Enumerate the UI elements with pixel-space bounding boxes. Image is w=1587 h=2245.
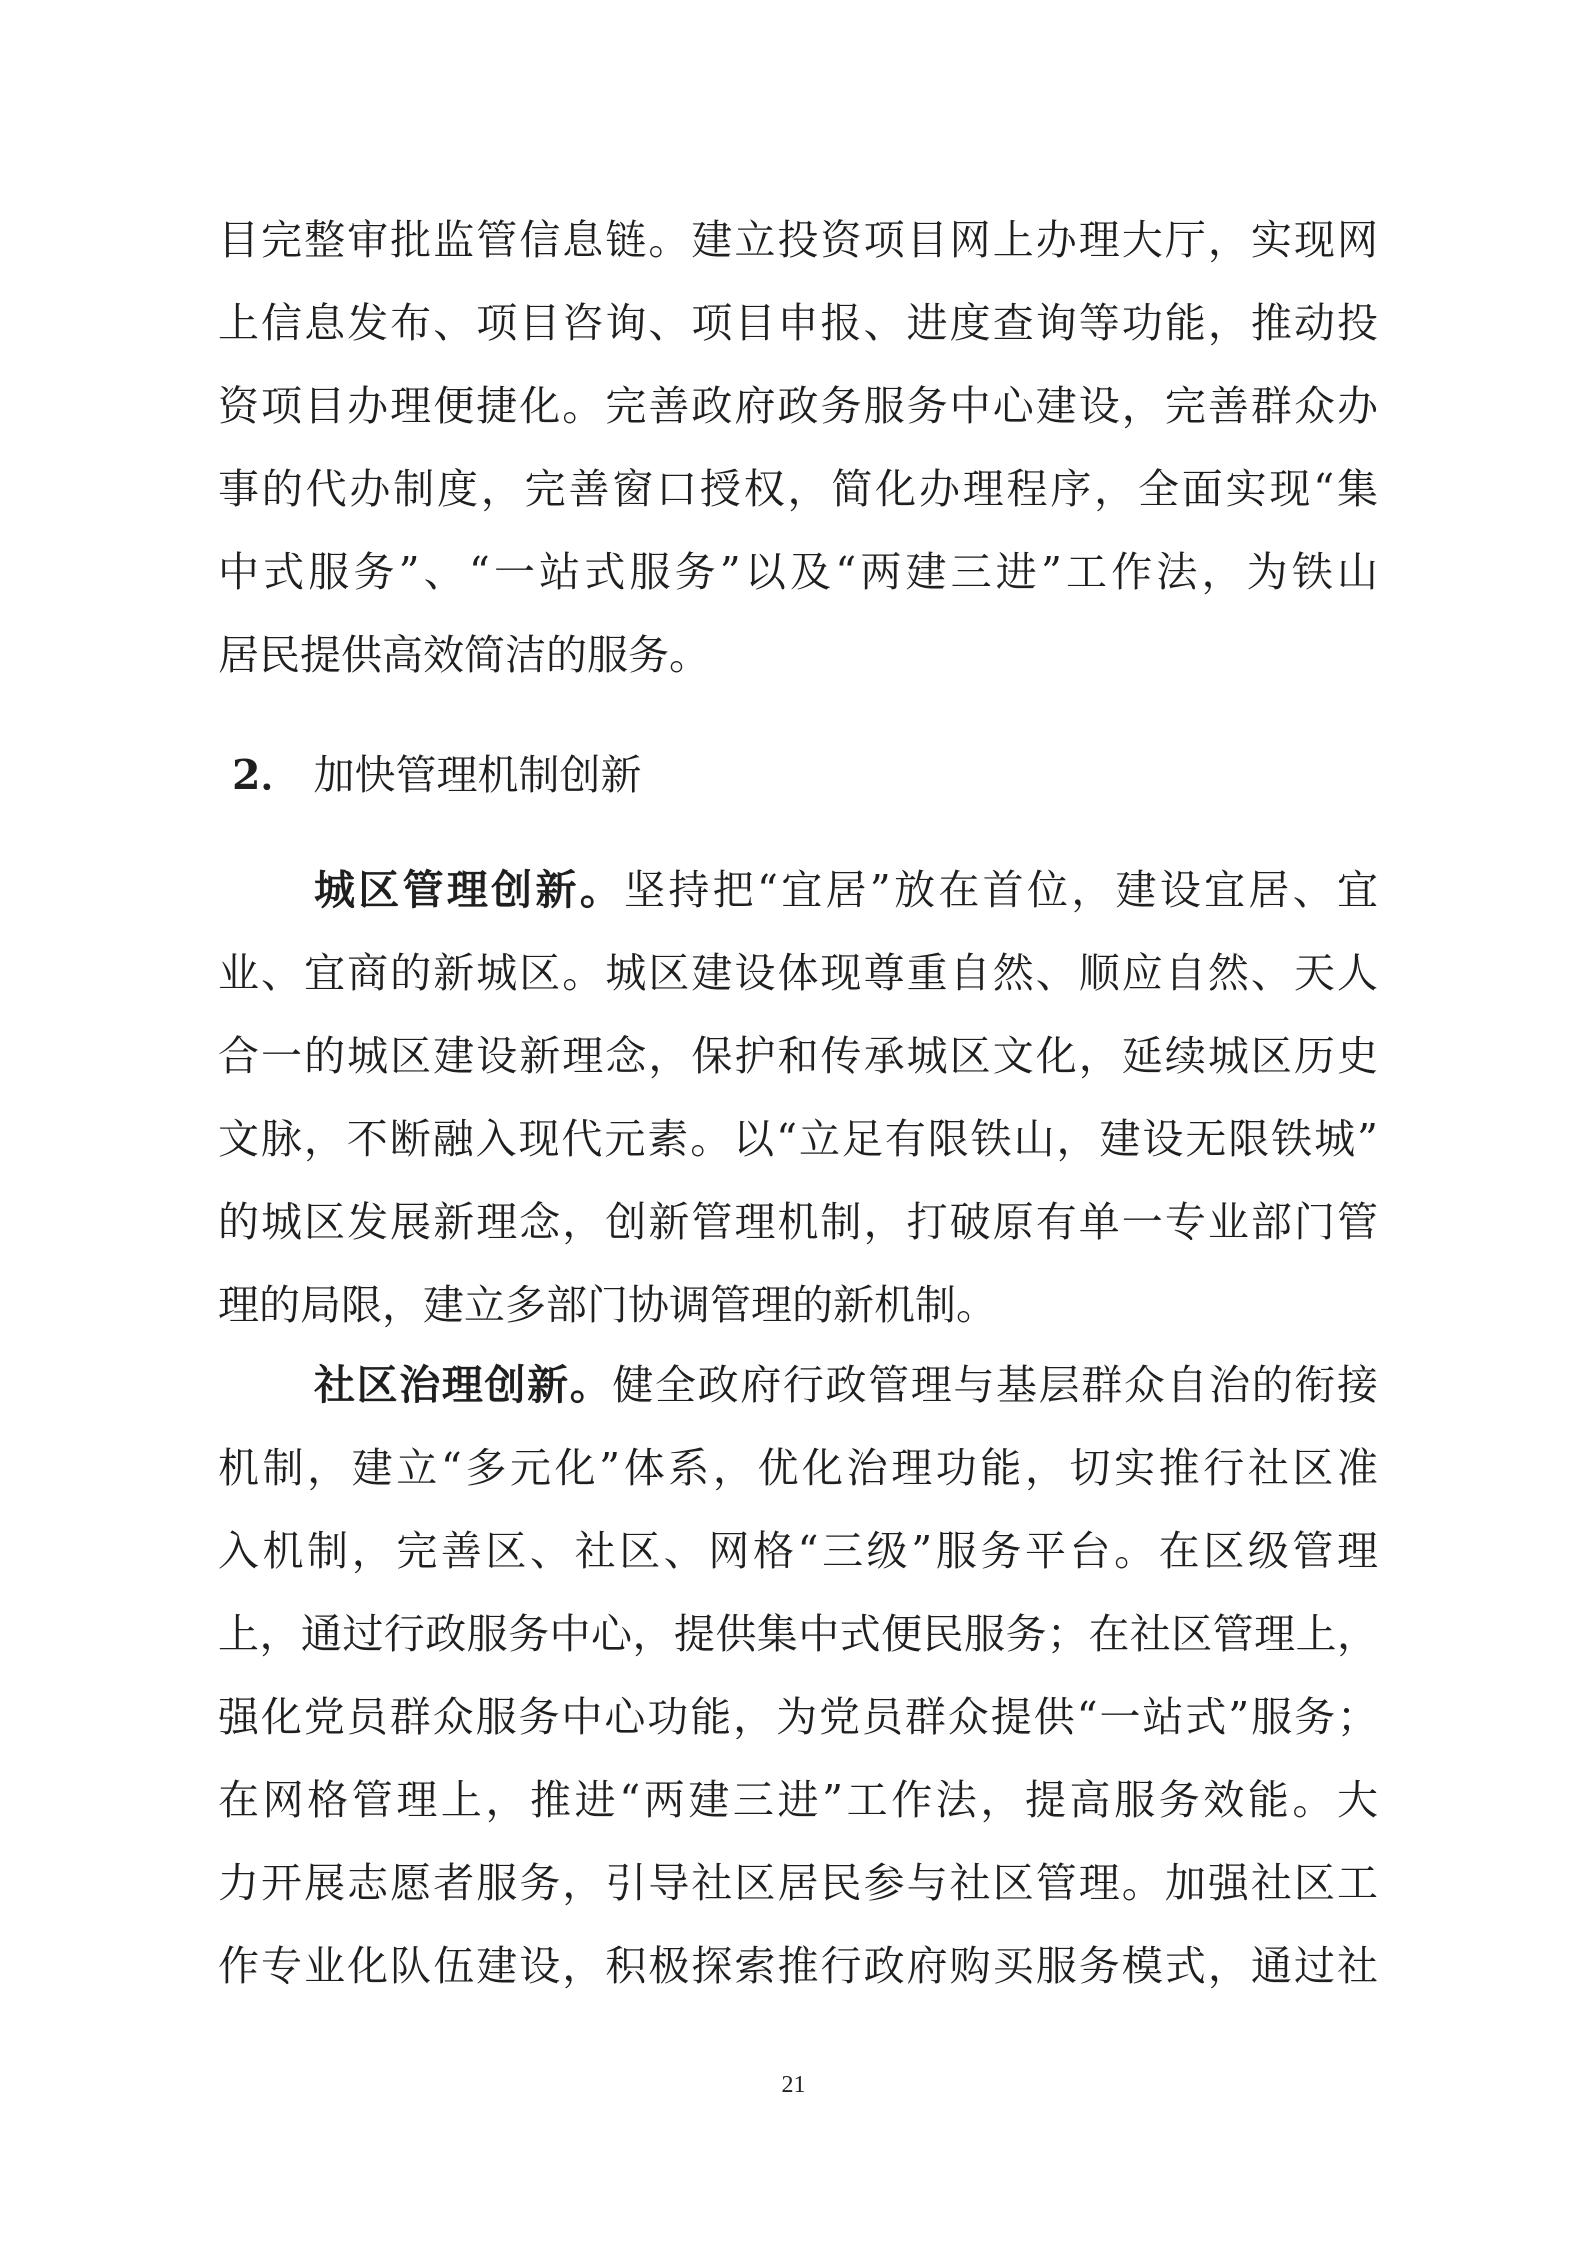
text-line: 上信息发布、项目咨询、项目申报、进度查询等功能，推动投 bbox=[218, 299, 1378, 347]
text-line: 资项目办理便捷化。完善政府政务服务中心建设，完善群众办 bbox=[218, 382, 1378, 430]
text-line: 上，通过行政服务中心，提供集中式便民服务；在社区管理上， bbox=[218, 1610, 1378, 1658]
text-line: 机制，建立“多元化”体系，优化治理功能，切实推行社区准 bbox=[218, 1444, 1378, 1492]
text-line: 合一的城区建设新理念，保护和传承城区文化，延续城区历史 bbox=[218, 1032, 1378, 1080]
section-title: 加快管理机制创新 bbox=[313, 751, 642, 799]
text-line-first bbox=[314, 860, 1378, 920]
text-run: 坚持把“宜居”放在首位，建设宜居、宜 bbox=[624, 866, 1379, 914]
text-line: 入机制，完善区、社区、网格“三级”服务平台。在区级管理 bbox=[218, 1527, 1378, 1575]
text-line: 居民提供高效简洁的服务。 bbox=[218, 631, 710, 679]
text-line: 文脉，不断融入现代元素。以“立足有限铁山，建设无限铁城” bbox=[218, 1115, 1378, 1163]
text-line: 业、宜商的新城区。城区建设体现尊重自然、顺应自然、天人 bbox=[218, 949, 1378, 997]
text-line: 理的局限，建立多部门协调管理的新机制。 bbox=[218, 1281, 997, 1329]
paragraph-lead: 社区治理创新。 bbox=[314, 1361, 613, 1409]
paragraph-lead: 城区管理创新。 bbox=[314, 866, 625, 914]
section-heading bbox=[232, 745, 642, 805]
text-run: 健全政府行政管理与基层群众自治的衔接 bbox=[612, 1361, 1378, 1409]
text-line: 中式服务”、“一站式服务”以及“两建三进”工作法，为铁山 bbox=[218, 548, 1378, 596]
text-line: 目完整审批监管信息链。建立投资项目网上办理大厅，实现网 bbox=[218, 216, 1378, 264]
page-number: 21 bbox=[781, 2072, 806, 2098]
section-number: 2． bbox=[232, 751, 302, 799]
text-line: 在网格管理上，推进“两建三进”工作法，提高服务效能。大 bbox=[218, 1776, 1378, 1824]
text-line: 事的代办制度，完善窗口授权，简化办理程序，全面实现“集 bbox=[218, 465, 1378, 513]
text-line-first bbox=[314, 1355, 1378, 1415]
text-line: 的城区发展新理念，创新管理机制，打破原有单一专业部门管 bbox=[218, 1198, 1378, 1246]
text-line: 力开展志愿者服务，引导社区居民参与社区管理。加强社区工 bbox=[218, 1859, 1378, 1907]
text-line: 作专业化队伍建设，积极探索推行政府购买服务模式，通过社 bbox=[218, 1942, 1378, 1990]
text-line: 强化党员群众服务中心功能，为党员群众提供“一站式”服务； bbox=[218, 1693, 1378, 1741]
